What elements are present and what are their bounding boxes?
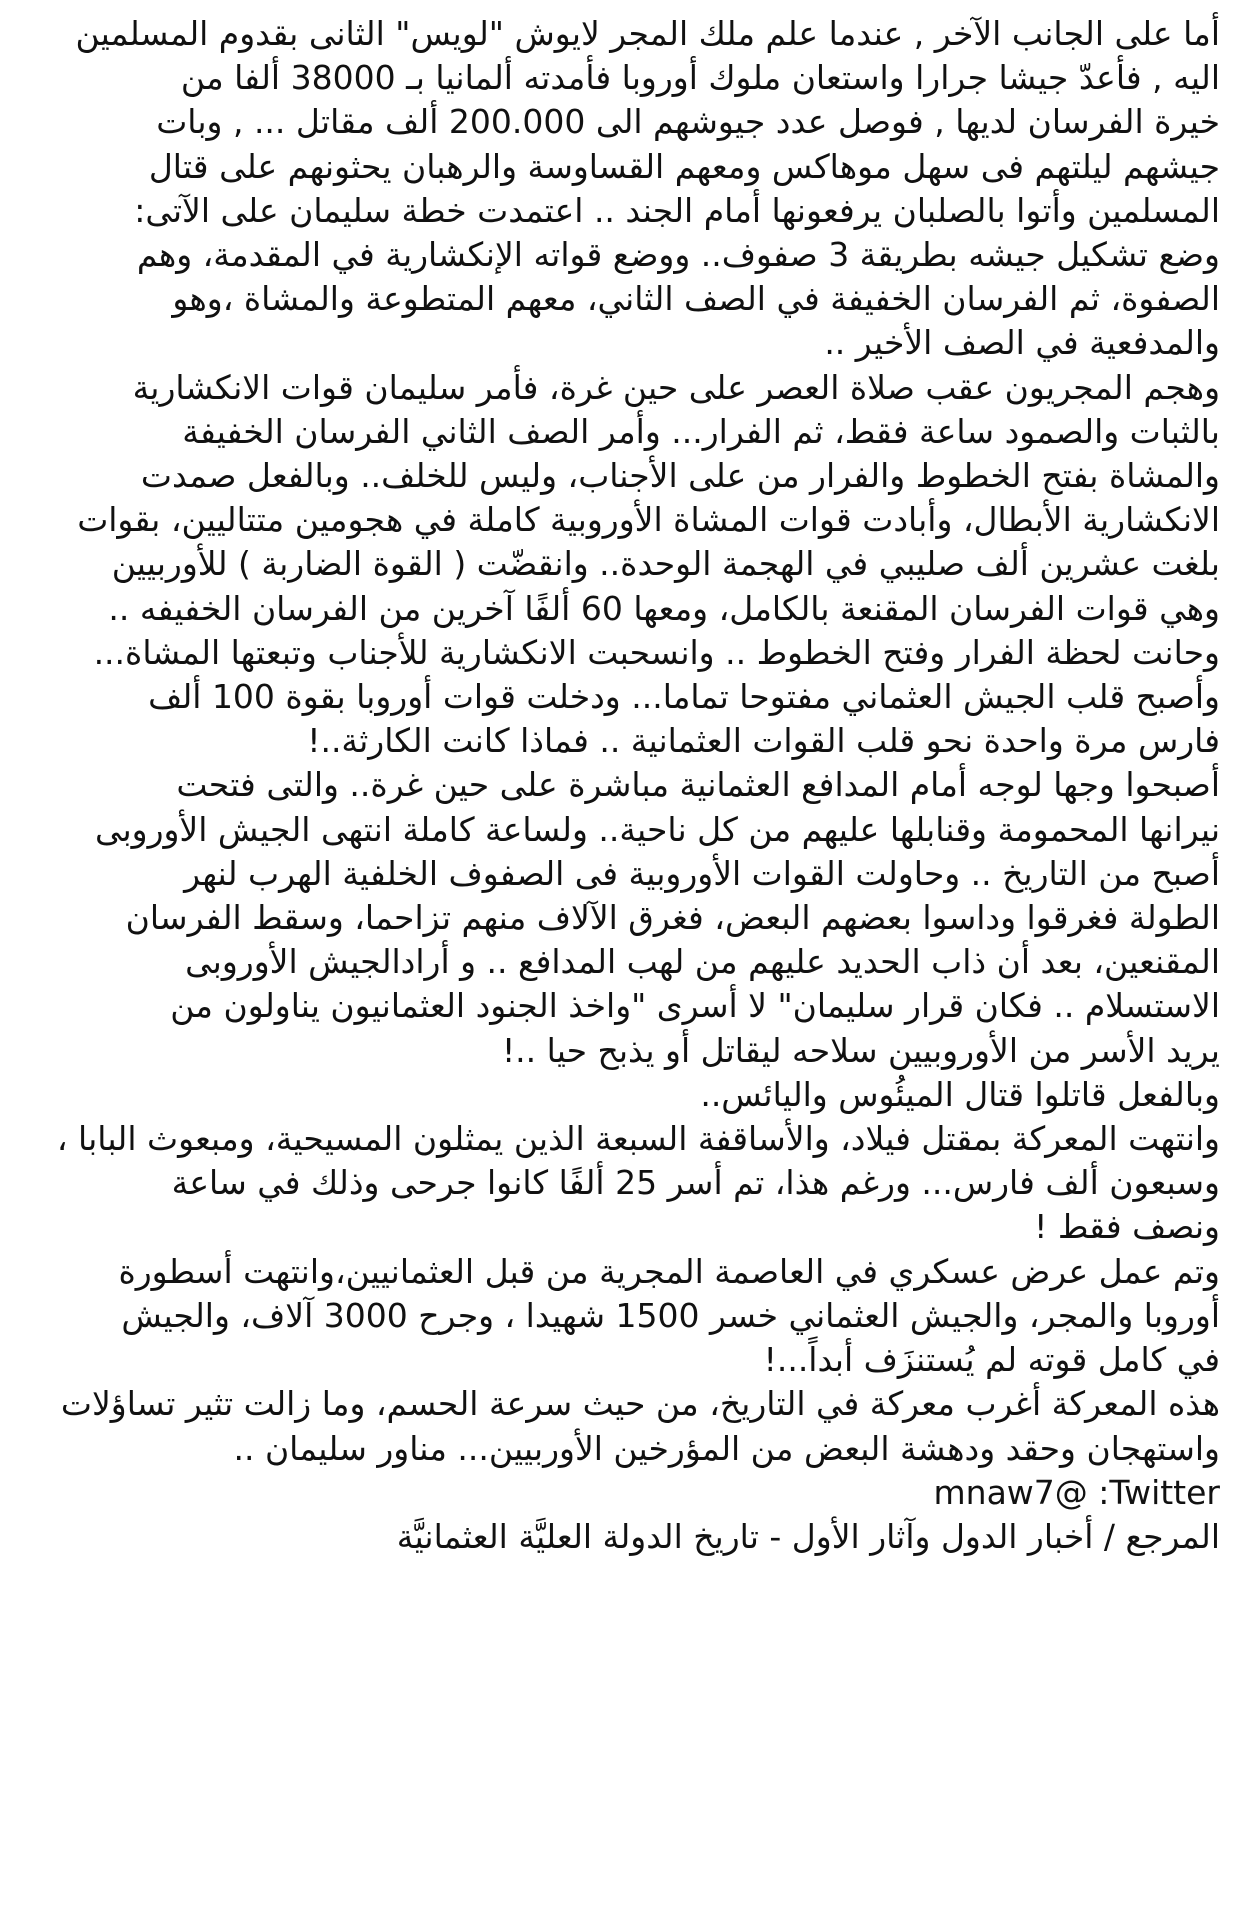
text-line: وتم عمل عرض عسكري في العاصمة المجرية من قبل العثمانيين،وانتهت أسطورة	[118, 1251, 1220, 1291]
text-line: أوروبا والمجر، والجيش العثماني خسر 1500 شهيدا ، وجرح 3000 آلاف، والجيش	[121, 1295, 1220, 1335]
text-line: الانكشارية الأبطال، وأبادت قوات المشاة الأوروبية كاملة في هجومين متتاليين، بقوات	[77, 500, 1220, 540]
text-line: أصبحوا وجها لوجه أمام المدافع العثمانية مباشرة على حين غرة.. والتى فتحت	[176, 765, 1220, 805]
text-line: والمشاة بفتح الخطوط والفرار من على الأجناب، وليس للخلف.. وبالفعل صمدت	[140, 456, 1220, 496]
text-line: وأصبح قلب الجيش العثماني مفتوحا تماما... ودخلت قوات أوروبا بقوة 100 ألف	[148, 677, 1220, 717]
twitter-handle: mnaw7@ :Twitter	[933, 1472, 1220, 1512]
text-line: وسبعون ألف فارس... ورغم هذا، تم أسر 25 ألفًا كانوا جرحى وذلك في ساعة	[171, 1163, 1220, 1203]
text-line: وهي قوات الفرسان المقنعة بالكامل، ومعها 60 ألفًا آخرين من الفرسان الخفيفه ..	[108, 588, 1220, 628]
text-line: الطولة فغرقوا وداسوا بعضهم البعض، فغرق الآلاف منهم تزاحما، وسقط الفرسان	[125, 898, 1220, 938]
text-line: أما على الجانب الآخر , عندما علم ملك المجر لايوش "لويس" الثانى بقدوم المسلمين	[75, 14, 1220, 53]
text-line: المقنعين، بعد أن ذاب الحديد عليهم من لهب المدافع .. و أرادالجيش الأوروبى	[185, 942, 1220, 982]
text-line: هذه المعركة أغرب معركة في التاريخ، من حيث سرعة الحسم، وما زالت تثير تساؤلات	[60, 1384, 1220, 1424]
text-line: وهجم المجريون عقب صلاة العصر على حين غرة، فأمر سليمان قوات الانكشارية	[132, 367, 1220, 407]
text-line: وانتهت المعركة بمقتل فيلاد، والأساقفة السبعة الذين يمثلون المسيحية، ومبعوث البابا ،	[56, 1119, 1220, 1159]
text-line: الاستسلام .. فكان قرار سليمان" لا أسرى "واخذ الجنود العثمانيون يناولون من	[170, 986, 1220, 1026]
text-line: ونصف فقط !	[1034, 1207, 1220, 1247]
text-line: والمدفعية في الصف الأخير ..	[824, 323, 1220, 363]
text-line: فارس مرة واحدة نحو قلب القوات العثمانية .. فماذا كانت الكارثة..!	[307, 721, 1220, 761]
text-line: الصفوة، ثم الفرسان الخفيفة في الصف الثاني، معهم المتطوعة والمشاة ،وهو	[172, 279, 1220, 319]
article-text	[20, 12, 1220, 1912]
text-line: المسلمين وأتوا بالصلبان يرفعونها أمام الجند .. اعتمدت خطة سليمان على الآتى:	[134, 190, 1220, 230]
text-line: بالثبات والصمود ساعة فقط، ثم الفرار... وأمر الصف الثاني الفرسان الخفيفة	[182, 411, 1220, 451]
text-line: يريد الأسر من الأوروبيين سلاحه ليقاتل أو يذبح حيا ..!	[501, 1030, 1220, 1070]
text-line: في كامل قوته لم يُستنزَف أبداً...!	[763, 1340, 1220, 1380]
text-line: واستهجان وحقد ودهشة البعض من المؤرخين الأوربيين... مناور سليمان ..	[233, 1428, 1220, 1468]
text-line: نيرانها المحمومة وقنابلها عليهم من كل ناحية.. ولساعة كاملة انتهى الجيش الأوروبى	[94, 809, 1220, 849]
text-line: بلغت عشرين ألف صليبي في الهجمة الوحدة.. وانقضّت ( القوة الضاربة ) للأوربيين	[111, 544, 1220, 584]
text-line: وضع تشكيل جيشه بطريقة 3 صفوف.. ووضع قواته الإنكشارية في المقدمة، وهم	[136, 235, 1220, 275]
text-line: جيشهم ليلتهم فى سهل موهاكس ومعهم القساوسة والرهبان يحثونهم على قتال	[148, 146, 1220, 186]
text-line: وحانت لحظة الفرار وفتح الخطوط .. وانسحبت الانكشارية للأجناب وتبعتها المشاة...	[93, 632, 1220, 672]
text-line: خيرة الفرسان لديها , فوصل عدد جيوشهم الى 200.000 ألف مقاتل ... , وبات	[156, 102, 1220, 142]
reference-line: المرجع / أخبار الدول وآثار الأول - تاريخ الدولة العليَّة العثمانيَّة	[396, 1516, 1220, 1556]
text-line: أصبح من التاريخ .. وحاولت القوات الأوروبية فى الصفوف الخلفية الهرب لنهر	[184, 853, 1220, 893]
text-line: وبالفعل قاتلوا قتال الميئُوس واليائس..	[700, 1074, 1220, 1114]
text-line: اليه , فأعدّ جيشا جرارا واستعان ملوك أوروبا فأمدته ألمانيا بـ 38000 ألفا من	[180, 58, 1220, 98]
